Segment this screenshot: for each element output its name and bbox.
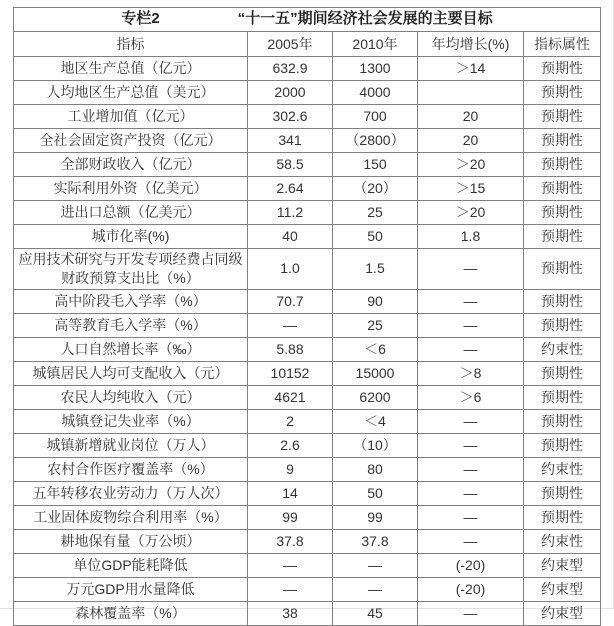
cell-growth: — xyxy=(418,337,524,361)
cell-2010: （10） xyxy=(333,433,418,457)
cell-indicator: 城镇新增就业岗位（万人） xyxy=(14,433,248,457)
cell-growth: — xyxy=(418,601,524,625)
cell-attribute: 预期性 xyxy=(524,249,601,290)
cell-attribute: 预期性 xyxy=(524,433,601,457)
cell-2005: 2.64 xyxy=(248,177,333,201)
cell-indicator: 全社会固定资产投资（亿元） xyxy=(14,129,248,153)
column-header-2010: 2010年 xyxy=(333,32,418,57)
cell-indicator: 地区生产总值（亿元） xyxy=(14,57,248,81)
table-row xyxy=(14,177,601,201)
caption-title: “十一五”期间经济社会发展的主要目标 xyxy=(237,10,493,28)
cell-attribute: 约束型 xyxy=(524,577,601,601)
cell-2010: （2800） xyxy=(333,129,418,153)
cell-attribute: 预期性 xyxy=(524,153,601,177)
cell-attribute: 预期性 xyxy=(524,177,601,201)
cell-2010: — xyxy=(333,553,418,577)
cell-indicator: 农民人均纯收入（元） xyxy=(14,385,248,409)
cell-2005: 70.7 xyxy=(248,289,333,313)
cell-2010: 50 xyxy=(333,225,418,249)
cell-growth: ＞6 xyxy=(418,385,524,409)
cell-indicator: 工业增加值（亿元） xyxy=(14,105,248,129)
table-row xyxy=(14,577,601,601)
cell-2010: ＜4 xyxy=(333,409,418,433)
cell-indicator: 人口自然增长率（‰） xyxy=(14,337,248,361)
cell-2005: 40 xyxy=(248,225,333,249)
cell-2010: ＜6 xyxy=(333,337,418,361)
cell-attribute: 约束型 xyxy=(524,601,601,625)
cell-attribute: 预期性 xyxy=(524,105,601,129)
cell-2005: 11.2 xyxy=(248,201,333,225)
cell-growth: — xyxy=(418,529,524,553)
cell-2010: 99 xyxy=(333,505,418,529)
cell-growth: 1.8 xyxy=(418,225,524,249)
table-row xyxy=(14,201,601,225)
cell-indicator: 万元GDP用水量降低 xyxy=(14,577,248,601)
cell-2005: 302.6 xyxy=(248,105,333,129)
cell-attribute: 预期性 xyxy=(524,409,601,433)
table-caption-cell xyxy=(14,8,601,32)
cell-attribute: 预期性 xyxy=(524,481,601,505)
cell-indicator: 高等教育毛入学率（%） xyxy=(14,313,248,337)
table-row xyxy=(14,457,601,481)
cell-2005: 4621 xyxy=(248,385,333,409)
cell-2010: 45 xyxy=(333,601,418,625)
cell-growth: ＞14 xyxy=(418,57,524,81)
cell-growth: ＞20 xyxy=(418,153,524,177)
cell-growth: ＞15 xyxy=(418,177,524,201)
column-header-attribute: 指标属性 xyxy=(524,32,601,57)
cell-2005: — xyxy=(248,553,333,577)
cell-2010: 1.5 xyxy=(333,249,418,290)
cell-growth: — xyxy=(418,481,524,505)
cell-indicator: 高中阶段毛入学率（%） xyxy=(14,289,248,313)
table-row xyxy=(14,105,601,129)
cell-indicator: 森林覆盖率（%） xyxy=(14,601,248,625)
cell-attribute: 预期性 xyxy=(524,225,601,249)
cell-attribute: 预期性 xyxy=(524,57,601,81)
cell-indicator: 人均地区生产总值（美元） xyxy=(14,81,248,105)
cell-growth xyxy=(418,81,524,105)
cell-2005: 14 xyxy=(248,481,333,505)
cell-2005: 1.0 xyxy=(248,249,333,290)
cell-2005: 99 xyxy=(248,505,333,529)
cell-indicator: 单位GDP能耗降低 xyxy=(14,553,248,577)
cell-attribute: 约束性 xyxy=(524,457,601,481)
cell-growth: — xyxy=(418,457,524,481)
cell-attribute: 约束性 xyxy=(524,337,601,361)
cell-2005: 37.8 xyxy=(248,529,333,553)
table-row xyxy=(14,385,601,409)
cell-indicator: 城镇居民人均可支配收入（元） xyxy=(14,361,248,385)
cell-growth: 20 xyxy=(418,129,524,153)
cell-growth: — xyxy=(418,409,524,433)
cell-2005: — xyxy=(248,313,333,337)
cell-2005: 10152 xyxy=(248,361,333,385)
table-header-row xyxy=(14,32,601,57)
cell-attribute: 预期性 xyxy=(524,385,601,409)
cell-2010: 150 xyxy=(333,153,418,177)
cell-attribute: 约束性 xyxy=(524,529,601,553)
cell-2010: — xyxy=(333,577,418,601)
cell-attribute: 约束型 xyxy=(524,553,601,577)
cell-2010: 15000 xyxy=(333,361,418,385)
cell-growth: ＞20 xyxy=(418,201,524,225)
table-row xyxy=(14,289,601,313)
table-row xyxy=(14,337,601,361)
cell-indicator: 农村合作医疗覆盖率（%） xyxy=(14,457,248,481)
cell-growth: — xyxy=(418,249,524,290)
cell-2010: 25 xyxy=(333,201,418,225)
table-row xyxy=(14,313,601,337)
table-row xyxy=(14,129,601,153)
cell-2005: 2.6 xyxy=(248,433,333,457)
cell-indicator: 工业固体废物综合利用率（%） xyxy=(14,505,248,529)
development-goals-table xyxy=(13,7,601,626)
cell-2010: 50 xyxy=(333,481,418,505)
cell-indicator: 全部财政收入（亿元） xyxy=(14,153,248,177)
cell-attribute: 预期性 xyxy=(524,361,601,385)
cell-attribute: 预期性 xyxy=(524,505,601,529)
table-row xyxy=(14,225,601,249)
cell-growth: (-20) xyxy=(418,553,524,577)
cell-indicator: 城市化率(%) xyxy=(14,225,248,249)
cell-growth: ＞8 xyxy=(418,361,524,385)
table-row xyxy=(14,409,601,433)
table-row xyxy=(14,433,601,457)
cell-2010: 90 xyxy=(333,289,418,313)
cell-2010: （20） xyxy=(333,177,418,201)
table-row xyxy=(14,553,601,577)
cell-2005: 58.5 xyxy=(248,153,333,177)
cell-2005: 341 xyxy=(248,129,333,153)
cell-2010: 25 xyxy=(333,313,418,337)
column-header-growth: 年均增长(%) xyxy=(418,32,524,57)
column-header-2005: 2005年 xyxy=(248,32,333,57)
cell-growth: — xyxy=(418,289,524,313)
table-row xyxy=(14,361,601,385)
cell-2005: 2 xyxy=(248,409,333,433)
table-row xyxy=(14,505,601,529)
cell-indicator: 耕地保有量（万公顷） xyxy=(14,529,248,553)
cell-growth: — xyxy=(418,505,524,529)
cell-growth: 20 xyxy=(418,105,524,129)
cell-2005: 9 xyxy=(248,457,333,481)
cell-2010: 80 xyxy=(333,457,418,481)
cell-attribute: 预期性 xyxy=(524,313,601,337)
table-row xyxy=(14,601,601,625)
cell-attribute: 预期性 xyxy=(524,289,601,313)
cell-2005: 2000 xyxy=(248,81,333,105)
cell-2005: 632.9 xyxy=(248,57,333,81)
cell-growth: — xyxy=(418,433,524,457)
table-row xyxy=(14,529,601,553)
cell-indicator: 五年转移农业劳动力（万人次） xyxy=(14,481,248,505)
cell-indicator: 应用技术研究与开发专项经费占同级财政预算支出比（%） xyxy=(14,249,248,290)
cell-2010: 37.8 xyxy=(333,529,418,553)
table-row xyxy=(14,81,601,105)
cell-2010: 1300 xyxy=(333,57,418,81)
cell-indicator: 城镇登记失业率（%） xyxy=(14,409,248,433)
cell-2005: 5.88 xyxy=(248,337,333,361)
cell-2010: 700 xyxy=(333,105,418,129)
table-row xyxy=(14,481,601,505)
table-caption-row xyxy=(14,8,601,32)
table-row xyxy=(14,57,601,81)
caption-label: 专栏2 xyxy=(121,10,160,28)
cell-attribute: 预期性 xyxy=(524,129,601,153)
cell-indicator: 进出口总额（亿美元） xyxy=(14,201,248,225)
cell-2010: 6200 xyxy=(333,385,418,409)
cell-2010: 4000 xyxy=(333,81,418,105)
cell-growth: — xyxy=(418,313,524,337)
table-row xyxy=(14,249,601,290)
cell-growth: (-20) xyxy=(418,577,524,601)
cell-2005: 38 xyxy=(248,601,333,625)
cell-2005: — xyxy=(248,577,333,601)
cell-attribute: 预期性 xyxy=(524,201,601,225)
column-header-indicator: 指标 xyxy=(14,32,248,57)
cell-indicator: 实际利用外资（亿美元） xyxy=(14,177,248,201)
table-row xyxy=(14,153,601,177)
cell-attribute: 预期性 xyxy=(524,81,601,105)
